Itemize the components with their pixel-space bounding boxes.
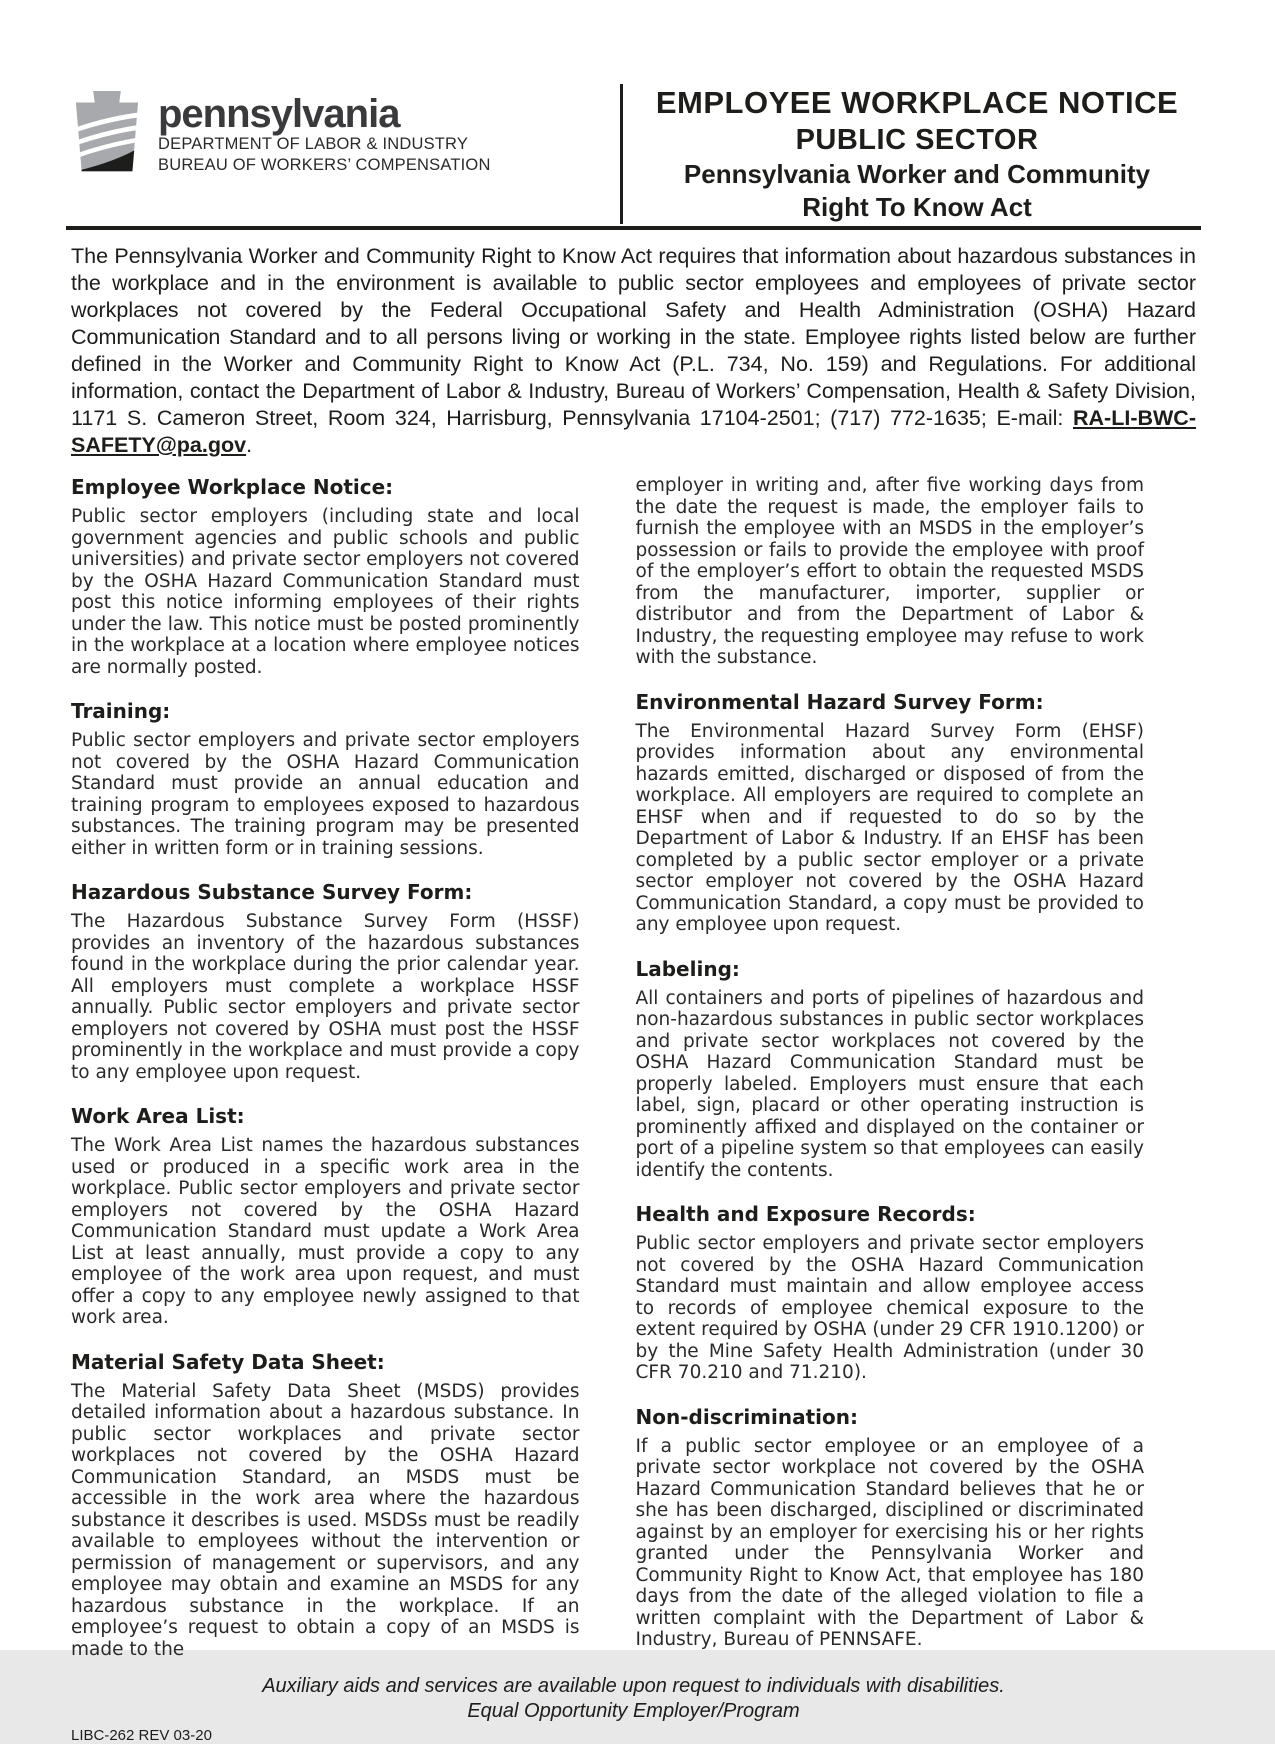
- section-work-area-list: [71, 1104, 580, 1329]
- equal-opportunity-notice: Equal Opportunity Employer/Program: [467, 1700, 800, 1722]
- section-body: The Hazardous Substance Survey Form (HSSF) provides an inventory of the hazardous substances found in the workplace during the prior calendar year. All employers must complete a workplace HSSF annually. Public sector employers and private sector employers not covered by OSHA must post the HSSF prominently in the workplace and must provide a copy to any employee upon request.: [71, 911, 580, 1083]
- header-divider: [66, 226, 1201, 230]
- section-training: [71, 699, 580, 859]
- section-heading: Training:: [71, 699, 171, 723]
- intro-period: .: [246, 433, 253, 457]
- section-non-discrimination: [636, 1405, 1145, 1651]
- section-heading: Material Safety Data Sheet:: [71, 1349, 385, 1374]
- title-line-3: Pennsylvania Worker and Community: [683, 159, 1151, 189]
- right-column: [636, 475, 1145, 1660]
- logo-text: [158, 88, 491, 176]
- keystone-logo-icon: [66, 88, 148, 176]
- form-number: LIBC-262 REV 03-20: [71, 1727, 212, 1744]
- section-heading: Hazardous Substance Survey Form:: [71, 880, 473, 904]
- section-employee-workplace-notice: [71, 475, 580, 678]
- section-body: The Environmental Hazard Survey Form (EHSF) provides information about any environmental hazards emitted, discharged or disposed of from the workplace. All employers are required to complete an EHSF when and if requested to do so by the Department of Labor & Industry. If an EHSF has been completed by a public sector employer or a private sector employer not covered by the OSHA Hazard Communication Standard, a copy must be provided to any employee upon request.: [635, 720, 1144, 935]
- two-column-body: [71, 475, 1144, 1660]
- document-footer: [66, 1674, 1201, 1744]
- section-health-and-exposure-records: [636, 1202, 1145, 1384]
- title-line-4: Right To Know Act: [802, 192, 1032, 222]
- section-body: If a public sector employee or an employee of a private sector workplace not covered by the OSHA Hazard Communication Standard believes that he or she has been discharged, disciplined or discriminated against by an employer for exercising his or her rights granted under the Pennsylvania Worker and Community Right to Know Act, that employee has 180 days from the date of the alleged violation to file a written complaint with the Department of Labor & Industry, Bureau of PENNSAFE.: [635, 1435, 1144, 1650]
- contact-email-link[interactable]: RA-LI-BWC-SAFETY@pa.gov: [71, 406, 1196, 457]
- section-heading: Work Area List:: [71, 1104, 245, 1128]
- logo-department-line: DEPARTMENT OF LABOR & INDUSTRY: [158, 135, 469, 153]
- title-line-1: EMPLOYEE WORKPLACE NOTICE: [655, 85, 1179, 120]
- section-heading: Employee Workplace Notice:: [71, 475, 394, 499]
- notice-title: [620, 84, 1201, 224]
- section-body: All containers and ports of pipelines of hazardous and non-hazardous substances in public sector workplaces and private sector workplaces not covered by the OSHA Hazard Communication Standard must be properly labeled. Employers must ensure that each label, sign, placard or other operating instruction is prominently affixed and displayed on the container or port of a pipeline system so that employees can easily identify the contents.: [635, 987, 1144, 1181]
- section-body: Public sector employers and private sector employers not covered by the OSHA Hazard Communication Standard must maintain and allow employee access to records of employee chemical exposure to the extent required by OSHA (under 29 CFR 1910.1200) or by the Mine Safety Health Administration (under 30 CFR 70.210 and 71.210).: [635, 1233, 1144, 1383]
- section-msds-continued: [636, 475, 1145, 669]
- logo-bureau-line: BUREAU OF WORKERS’ COMPENSATION: [158, 156, 491, 174]
- section-body: employer in writing and, after five working days from the date the request is made, the employer fails to furnish the employee with an MSDS in the employer’s possession or fails to provide the employee with proof of the employer’s effort to obtain the requested MSDS from the manufacturer, importer, supplier or distributor and from the Department of Labor & Industry, the requesting employee may refuse to work with the substance.: [635, 475, 1144, 668]
- intro-text: The Pennsylvania Worker and Community Right to Know Act requires that information about hazardous substances in the workplace and in the environment is available to public sector employees and employees of private sector workplaces not covered by the Federal Occupational Safety and Health Administration (OSHA) Hazard Communication Standard and to all persons living or working in the state. Employee rights listed below are further defined in the Worker and Community Right to Know Act (P.L. 734, No. 159) and Regulations. For additional information, contact the Department of Labor & Industry, Bureau of Workers’ Compensation, Health & Safety Division, 1171 S. Cameron Street, Room 324, Harrisburg, Pennsylvania 17104-2501; (717) 772-1635; E-mail:: [71, 244, 1196, 430]
- document-header: [66, 84, 1201, 222]
- title-line-2: PUBLIC SECTOR: [795, 124, 1039, 156]
- section-heading: Non-discrimination:: [635, 1404, 858, 1429]
- intro-paragraph: [71, 243, 1196, 459]
- logo-wordmark: pennsylvania: [158, 92, 400, 136]
- section-heading: Labeling:: [635, 956, 740, 981]
- section-heading: Health and Exposure Records:: [635, 1202, 976, 1226]
- section-material-safety-data-sheet: [71, 1350, 580, 1661]
- section-heading: Environmental Hazard Survey Form:: [635, 689, 1044, 714]
- section-environmental-hazard-survey-form: [636, 690, 1145, 936]
- section-labeling: [636, 957, 1145, 1182]
- section-body: Public sector employers (including state and local government agencies and public schools and public universities) and private sector employers not covered by the OSHA Hazard Communication Standard must post this notice informing employees of their rights under the law. This notice must be posted prominently in the workplace at a location where employee notices are normally posted.: [71, 506, 580, 678]
- section-body: The Material Safety Data Sheet (MSDS) provides detailed information about a hazardous substance. In public sector workplaces and private sector workplaces not covered by the OSHA Hazard Communication Standard, an MSDS must be accessible in the work area where the hazardous substance it describes is used. MSDSs must be readily available to employees without the intervention or permission of management or supervisors, and any employee may obtain and examine an MSDS for any hazardous substance in the workplace. If an employee’s request to obtain a copy of an MSDS is made to the: [71, 1380, 580, 1660]
- section-body: The Work Area List names the hazardous substances used or produced in a specific work area in the workplace. Public sector employers and private sector employers not covered by the OSHA Hazard Communication Standard must update a Work Area List at least annually, must provide a copy to any employee of the work area upon request, and must offer a copy to any employee newly assigned to that work area.: [71, 1135, 580, 1328]
- pa-logo: [66, 84, 491, 176]
- auxiliary-aids-notice: Auxiliary aids and services are available upon request to individuals with disabilities.: [262, 1675, 1005, 1697]
- section-hazardous-substance-survey-form: [71, 880, 580, 1083]
- left-column: [71, 475, 580, 1660]
- section-body: Public sector employers and private sector employers not covered by the OSHA Hazard Communication Standard must provide an annual education and training program to employees exposed to hazardous substances. The training program may be presented either in written form or in training sessions.: [71, 730, 580, 859]
